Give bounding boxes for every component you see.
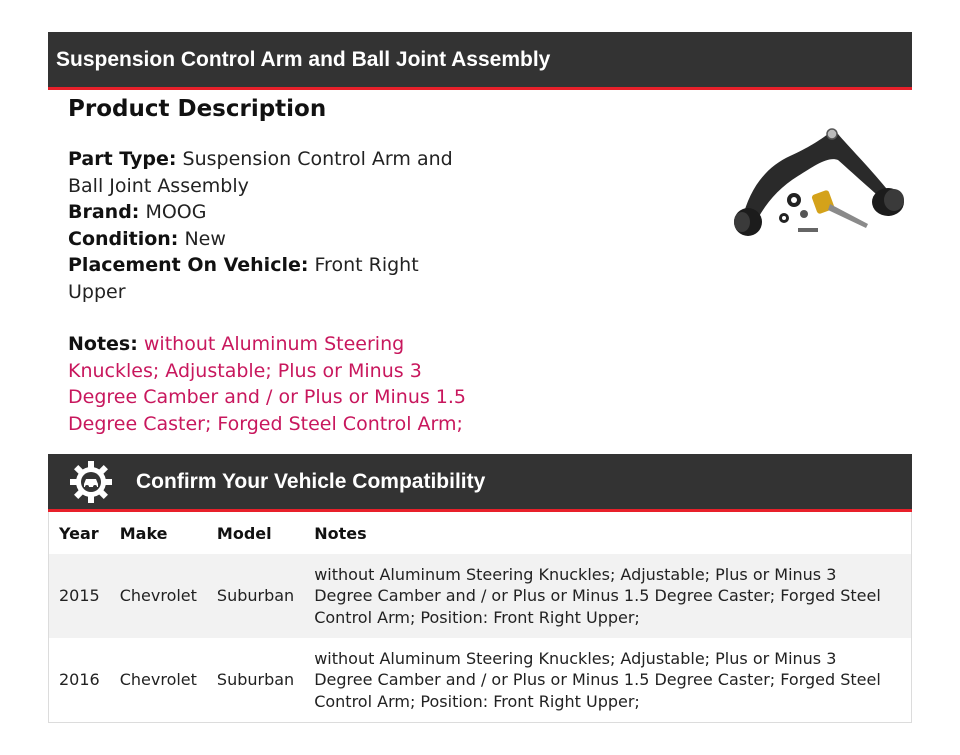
- table-row: [49, 554, 912, 638]
- col-year: Year: [59, 523, 99, 543]
- description-heading: Product Description: [68, 96, 327, 122]
- control-arm-image: [728, 126, 910, 242]
- col-make: Make: [119, 523, 168, 543]
- table-header-row: [49, 512, 912, 554]
- condition-value: New: [184, 227, 226, 250]
- brand-value: MOOG: [145, 201, 207, 223]
- gear-car-icon: [68, 459, 114, 505]
- part-type-label: Part Type:: [68, 148, 177, 170]
- product-description: [68, 96, 468, 437]
- cell-model: Suburban: [216, 586, 295, 606]
- condition-row: [68, 226, 468, 253]
- cell-notes: without Aluminum Steering Knuckles; Adjustable; Plus or Minus 3 Degree Camber and / or Plus or Minus 1.5 Degree Caster; Forged Steel Control Arm; Position: Front Right Upper;: [314, 648, 881, 711]
- col-notes: Notes: [314, 523, 367, 543]
- placement-label: Placement On Vehicle:: [68, 254, 309, 276]
- product-header: [48, 32, 912, 90]
- placement-row: [68, 252, 468, 305]
- notes-label: Notes:: [68, 333, 138, 355]
- part-type-value: Suspension Control Arm and Ball Joint Assembly: [68, 148, 453, 197]
- table-row: [49, 638, 912, 722]
- compatibility-table: [48, 512, 912, 723]
- notes-row: [68, 331, 468, 437]
- notes-value: without Aluminum Steering Knuckles; Adjustable; Plus or Minus 3 Degree Camber and / or Plus or Minus 1.5 Degree Caster; Forged Steel Control Arm;: [68, 333, 467, 435]
- cell-year: 2016: [59, 670, 100, 689]
- compatibility-title: Confirm Your Vehicle Compatibility: [136, 469, 486, 493]
- cell-notes: without Aluminum Steering Knuckles; Adjustable; Plus or Minus 3 Degree Camber and / or Plus or Minus 1.5 Degree Caster; Forged Steel Control Arm; Position: Front Right Upper;: [314, 564, 881, 627]
- compatibility-header: [48, 454, 912, 512]
- product-title: Suspension Control Arm and Ball Joint Assembly: [56, 47, 551, 71]
- cell-make: Chevrolet: [119, 586, 197, 606]
- cell-model: Suburban: [216, 670, 295, 689]
- placement-value: Front Right Upper: [68, 254, 419, 303]
- cell-year: 2015: [59, 586, 100, 606]
- brand-row: [68, 199, 468, 226]
- brand-label: Brand:: [68, 201, 140, 223]
- col-model: Model: [216, 523, 272, 543]
- part-type-row: [68, 146, 468, 199]
- cell-make: Chevrolet: [119, 670, 197, 689]
- condition-label: Condition:: [68, 227, 179, 250]
